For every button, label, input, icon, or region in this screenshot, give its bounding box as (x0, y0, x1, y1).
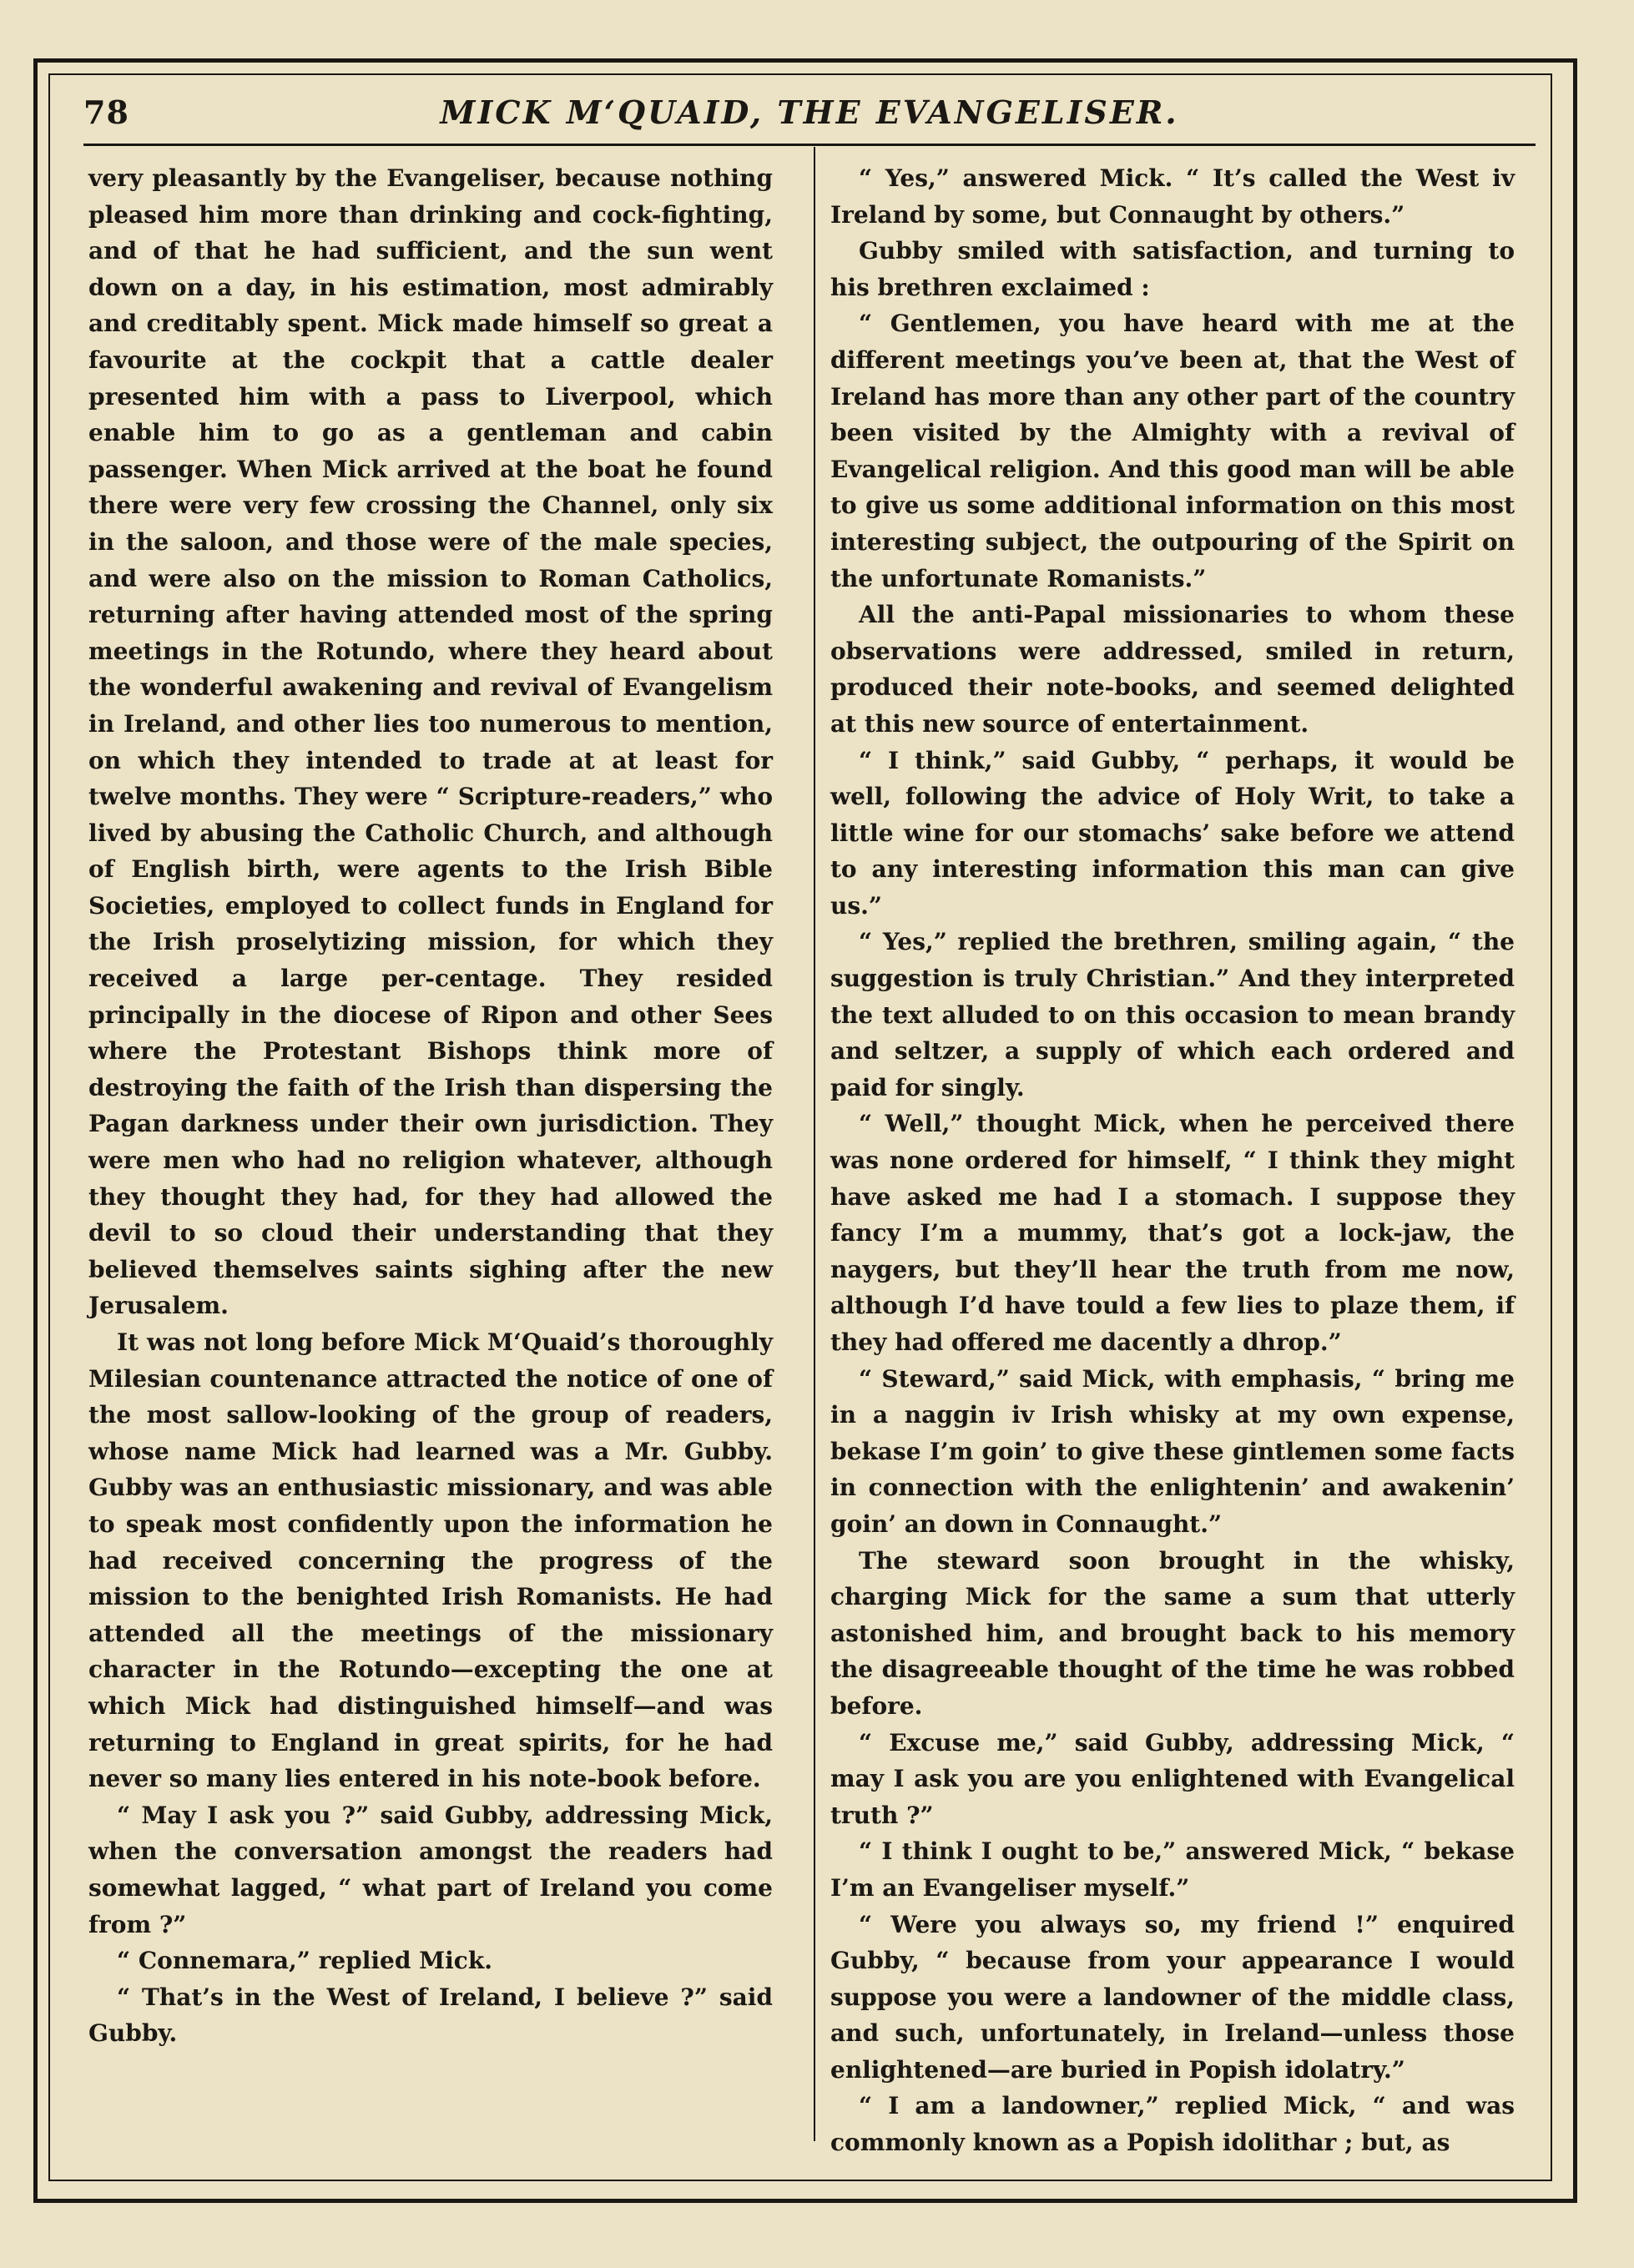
paragraph: “ Yes,” answered Mick. “ It’s called the West iv Ireland by some, but Connaught by others.” (830, 164, 1515, 229)
left-column (88, 160, 773, 2052)
paragraph: It was not long before Mick M‘Quaid’s thoroughly Milesian countenance attracted the notice of one of the most sallow-looking of the group of readers, whose name Mick had learned was a Mr. Gubby. Gubby was an enthusiastic missionary, and was able to speak most confidently upon the information he had received concerning the progress of the mission to the benighted Irish Romanists. He had attended all the meetings of the missionary character in the Rotundo—excepting the one at which Mick had distinguished himself—and was returning to England in great spirits, for he had never so many lies entered in his note-book before. (88, 1328, 773, 1793)
running-title: MICK M‘QUAID, THE EVANGELISER. (440, 93, 1179, 131)
paragraph: “ That’s in the West of Ireland, I believe ?” said Gubby. (88, 1983, 773, 2048)
paragraph: “ I am a landowner,” replied Mick, “ and was commonly known as a Popish idolithar ; but, as (830, 2092, 1515, 2157)
page-header (83, 93, 1536, 140)
paragraph: very pleasantly by the Evangeliser, because nothing pleased him more than drinking and cock-fighting, and of that he had sufficient, and the sun went down on a day, in his estimation, most admirably and creditably spent. Mick made himself so great a favourite at the cockpit that a cattle dealer presented him with a pass to Liverpool, which enable him to go as a gentleman and cabin passenger. When Mick arrived at the boat he found there were very few crossing the Channel, only six in the saloon, and those were of the male species, and were also on the mission to Roman Catholics, returning after having attended most of the spring meetings in the Rotundo, where they heard about the wonderful awakening and revival of Evangelism in Ireland, and other lies too numerous to mention, on which they intended to trade at at least for twelve months. They were “ Scripture-readers,” who lived by abusing the Catholic Church, and although of English birth, were agents to the Irish Bible Societies, employed to collect funds in England for the Irish proselytizing mission, for which they received a large per-centage. They resided principally in the diocese of Ripon and other Sees where the Protestant Bishops think more of destroying the faith of the Irish than dispersing the Pagan darkness under their own jurisdiction. They were men who had no religion whatever, although they thought they had, for they had allowed the devil to so cloud their understanding that they believed themselves saints sighing after the new Jerusalem. (88, 164, 773, 1320)
paragraph: “ I think,” said Gubby, “ perhaps, it would be well, following the advice of Holy Writ, to take a little wine for our stomachs’ sake before we attend to any interesting information this man can give us.” (830, 746, 1515, 920)
right-column (830, 160, 1515, 2161)
paragraph: “ Steward,” said Mick, with emphasis, “ bring me in a naggin iv Irish whisky at my own expense, bekase I’m goin’ to give these gintlemen some facts in connection with the enlightenin’ and awakenin’ goin’ an down in Connaught.” (830, 1364, 1515, 1538)
paragraph: The steward soon brought in the whisky, charging Mick for the same a sum that utterly astonished him, and brought back to his memory the disagreeable thought of the time he was robbed before. (830, 1546, 1515, 1720)
paragraph: “ Well,” thought Mick, when he perceived there was none ordered for himself, “ I think they might have asked me had I a stomach. I suppose they fancy I’m a mummy, that’s got a lock-jaw, the naygers, but they’ll hear the truth from me now, although I’d have tould a few lies to plaze them, if they had offered me dacently a dhrop.” (830, 1110, 1515, 1356)
paragraph: “ Were you always so, my friend !” enquired Gubby, “ because from your appearance I would suppose you were a landowner of the middle class, and such, unfortunately, in Ireland—unless those enlightened—are buried in Popish idolatry.” (830, 1910, 1515, 2084)
paragraph: Gubby smiled with satisfaction, and turning to his brethren exclaimed : (830, 237, 1515, 301)
page-number: 78 (83, 93, 129, 131)
paragraph: “ Excuse me,” said Gubby, addressing Mick, “ may I ask you are you enlightened with Evangelical truth ?” (830, 1728, 1515, 1829)
paragraph: “ Connemara,” replied Mick. (117, 1947, 492, 1975)
paragraph: “ Gentlemen, you have heard with me at the different meetings you’ve been at, that the West of Ireland has more than any other part of the country been visited by the Almighty with a revival of Evangelical religion. And this good man will be able to give us some additional information on this most interesting subject, the outpouring of the Spirit on the unfortunate Romanists.” (830, 310, 1515, 592)
header-rule (83, 144, 1536, 146)
paragraph: “ May I ask you ?” said Gubby, addressing Mick, when the conversation amongst the readers had somewhat lagged, “ what part of Ireland you come from ?” (88, 1801, 773, 1938)
paragraph: “ I think I ought to be,” answered Mick, “ bekase I’m an Evangeliser myself.” (830, 1837, 1515, 1902)
paragraph: “ Yes,” replied the brethren, smiling again, “ the suggestion is truly Christian.” And they interpreted the text alluded to on this occasion to mean brandy and seltzer, a supply of which each ordered and paid for singly. (830, 928, 1515, 1101)
paragraph: All the anti-Papal missionaries to whom these observations were addressed, smiled in return, produced their note-books, and seemed delighted at this new source of entertainment. (830, 601, 1515, 738)
column-divider (814, 147, 815, 2141)
